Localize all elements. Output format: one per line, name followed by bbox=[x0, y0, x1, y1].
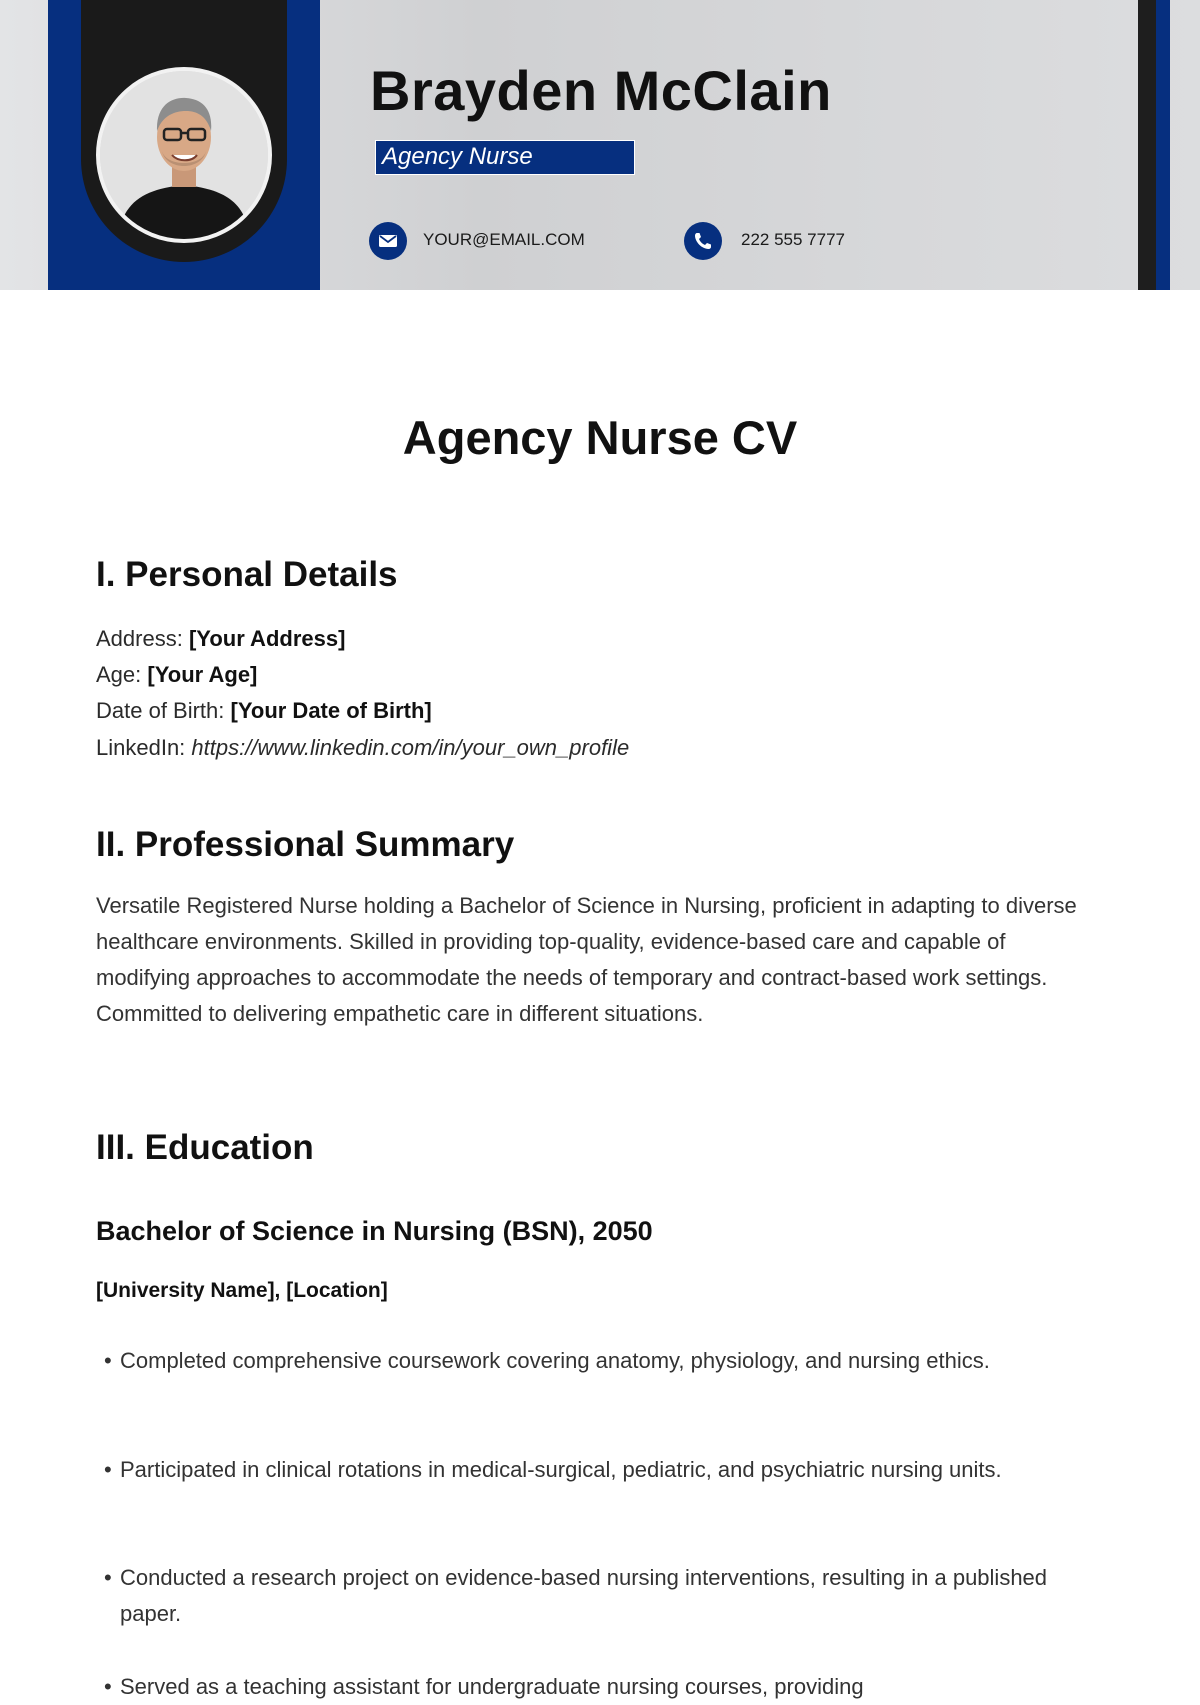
address-value: [Your Address] bbox=[188, 626, 346, 651]
address-line bbox=[96, 626, 345, 652]
linkedin-line bbox=[96, 735, 629, 761]
header-accent-blue-bar bbox=[1156, 0, 1170, 290]
age-label: Age: bbox=[96, 662, 142, 687]
degree-title: Bachelor of Science in Nursing (BSN), 2050 bbox=[96, 1216, 653, 1246]
resume-header bbox=[0, 0, 1200, 290]
education-heading: III. Education bbox=[96, 1128, 314, 1167]
phone-icon bbox=[684, 222, 722, 260]
linkedin-label: LinkedIn: bbox=[96, 735, 186, 760]
personal-details-heading: I. Personal Details bbox=[96, 555, 398, 594]
envelope-icon bbox=[369, 222, 407, 260]
dob-value: [Your Date of Birth] bbox=[230, 698, 432, 723]
contact-phone[interactable]: 222 555 7777 bbox=[741, 230, 845, 249]
document-title: Agency Nurse CV bbox=[402, 411, 798, 464]
institution-line: [University Name], [Location] bbox=[96, 1279, 388, 1302]
professional-summary-heading: II. Professional Summary bbox=[96, 825, 515, 864]
age-line bbox=[96, 662, 257, 688]
education-bullet: • Served as a teaching assistant for undergraduate nursing courses, providing bbox=[104, 1669, 1084, 1705]
education-bullet: • Conducted a research project on evidence-based nursing interventions, resulting in a published paper. bbox=[104, 1560, 1084, 1632]
professional-summary-text: Versatile Registered Nurse holding a Bachelor of Science in Nursing, proficient in adapting to diverse healthcare environments. Skilled in providing top-quality, evidence-based care and capable of modifying approaches to accommodate the needs of temporary and contract-based work settings. Committed to delivering empathetic care in different situations. bbox=[96, 893, 1077, 1026]
age-value: [Your Age] bbox=[147, 662, 258, 687]
header-accent-dark-bar bbox=[1138, 0, 1156, 290]
candidate-name: Brayden McClain bbox=[370, 59, 832, 122]
address-label: Address: bbox=[96, 626, 183, 651]
education-bullet: • Participated in clinical rotations in medical-surgical, pediatric, and psychiatric nursing units. bbox=[104, 1452, 1084, 1488]
contact-email[interactable]: YOUR@EMAIL.COM bbox=[423, 230, 585, 249]
linkedin-link[interactable]: https://www.linkedin.com/in/your_own_profile bbox=[191, 735, 630, 760]
dob-line bbox=[96, 698, 432, 724]
avatar-portrait bbox=[100, 71, 268, 239]
dob-label: Date of Birth: bbox=[96, 698, 225, 723]
education-bullet: • Completed comprehensive coursework covering anatomy, physiology, and nursing ethics. bbox=[104, 1343, 1084, 1379]
role-badge: Agency Nurse bbox=[375, 140, 635, 175]
profile-photo bbox=[96, 67, 272, 243]
